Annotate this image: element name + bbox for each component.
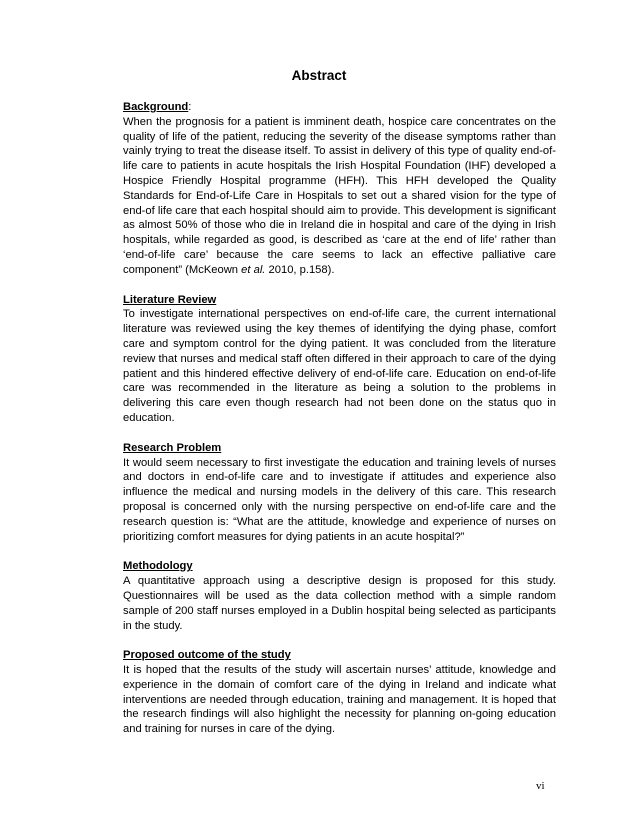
section-literature-review	[123, 293, 556, 426]
page-number: vi	[536, 780, 545, 792]
citation-etal: et al.	[241, 263, 266, 276]
section-background	[123, 100, 556, 278]
section-paragraph: It would seem necessary to first investigate the education and training levels of nurses and doctors in end-of-life care and to investigate if attitudes and experience also influence the medical and nursing models in the delivery of this care. This research proposal is concerned only with the nursing perspective on end-of-life care and the research question is: “What are the attitude, knowledge and experience of nurses on prioritizing comfort measures for dying patients in an acute hospital?”	[123, 456, 556, 543]
section-paragraph: It is hoped that the results of the study will ascertain nurses’ attitude, knowledge and experience in the domain of comfort care of the dying in Ireland and indicate what interventions are needed through education, training and management. It is hoped that the research findings will also highlight the necessity for planning on-going education and training for nurses in care of the dying.	[123, 664, 556, 736]
section-paragraph	[123, 115, 556, 278]
abstract-title: Abstract	[291, 68, 347, 83]
section-heading: Literature Review	[123, 293, 217, 306]
heading-colon: :	[188, 101, 192, 113]
section-heading: Research Problem	[123, 441, 222, 454]
section-methodology	[123, 559, 556, 633]
section-proposed-outcome	[123, 648, 556, 737]
paragraph-text-end: 2010, p.158).	[265, 263, 335, 276]
section-paragraph: To investigate international perspectives on end-of-life care, the current international literature was reviewed using the key themes of identifying the dying phase, comfort care and symptom control for the dying patient. It was concluded from the literature review that nurses and medical staff often differed in their approach to care of the dying patient and this hindered effective delivery of end-of-life care. Education on end-of-life care was recommended in the literature as being a solution to the problems in delivering this care even though research had not been done on the status quo in education.	[123, 308, 556, 424]
section-heading: Proposed outcome of the study	[123, 649, 291, 662]
section-heading: Background	[123, 101, 189, 113]
section-heading: Methodology	[123, 560, 193, 573]
section-paragraph: A quantitative approach using a descriptive design is proposed for this study. Questionnaires will be used as the data collection method with a simple random sample of 200 staff nurses employed in a Dublin hospital being selected as participants in the study.	[123, 575, 556, 632]
abstract-body	[123, 100, 556, 752]
section-heading-line	[123, 100, 556, 115]
section-research-problem	[123, 441, 556, 545]
paragraph-text: When the prognosis for a patient is imminent death, hospice care concentrates on the quality of life of the patient, reducing the severity of the disease symptoms rather than vainly trying to treat the disease itself. To assist in delivery of this type of quality end-of-life care to patients in acute hospitals the Irish Hospital Foundation (IHF) developed a Hospice Friendly Hospital programme (HFH). This HFH developed the Quality Standards for End-of-Life Care in Hospitals to set out a shared vision for the type of end-of life care that each hospital should aim to provide. This development is significant as almost 50% of those who die in Ireland die in hospital and care of the dying in Irish hospitals, while regarded as good, is described as ‘care at the end of life’ rather than ‘end-of-life care’ because the care seems to lack an effective palliative care component” (McKeown	[123, 115, 556, 276]
